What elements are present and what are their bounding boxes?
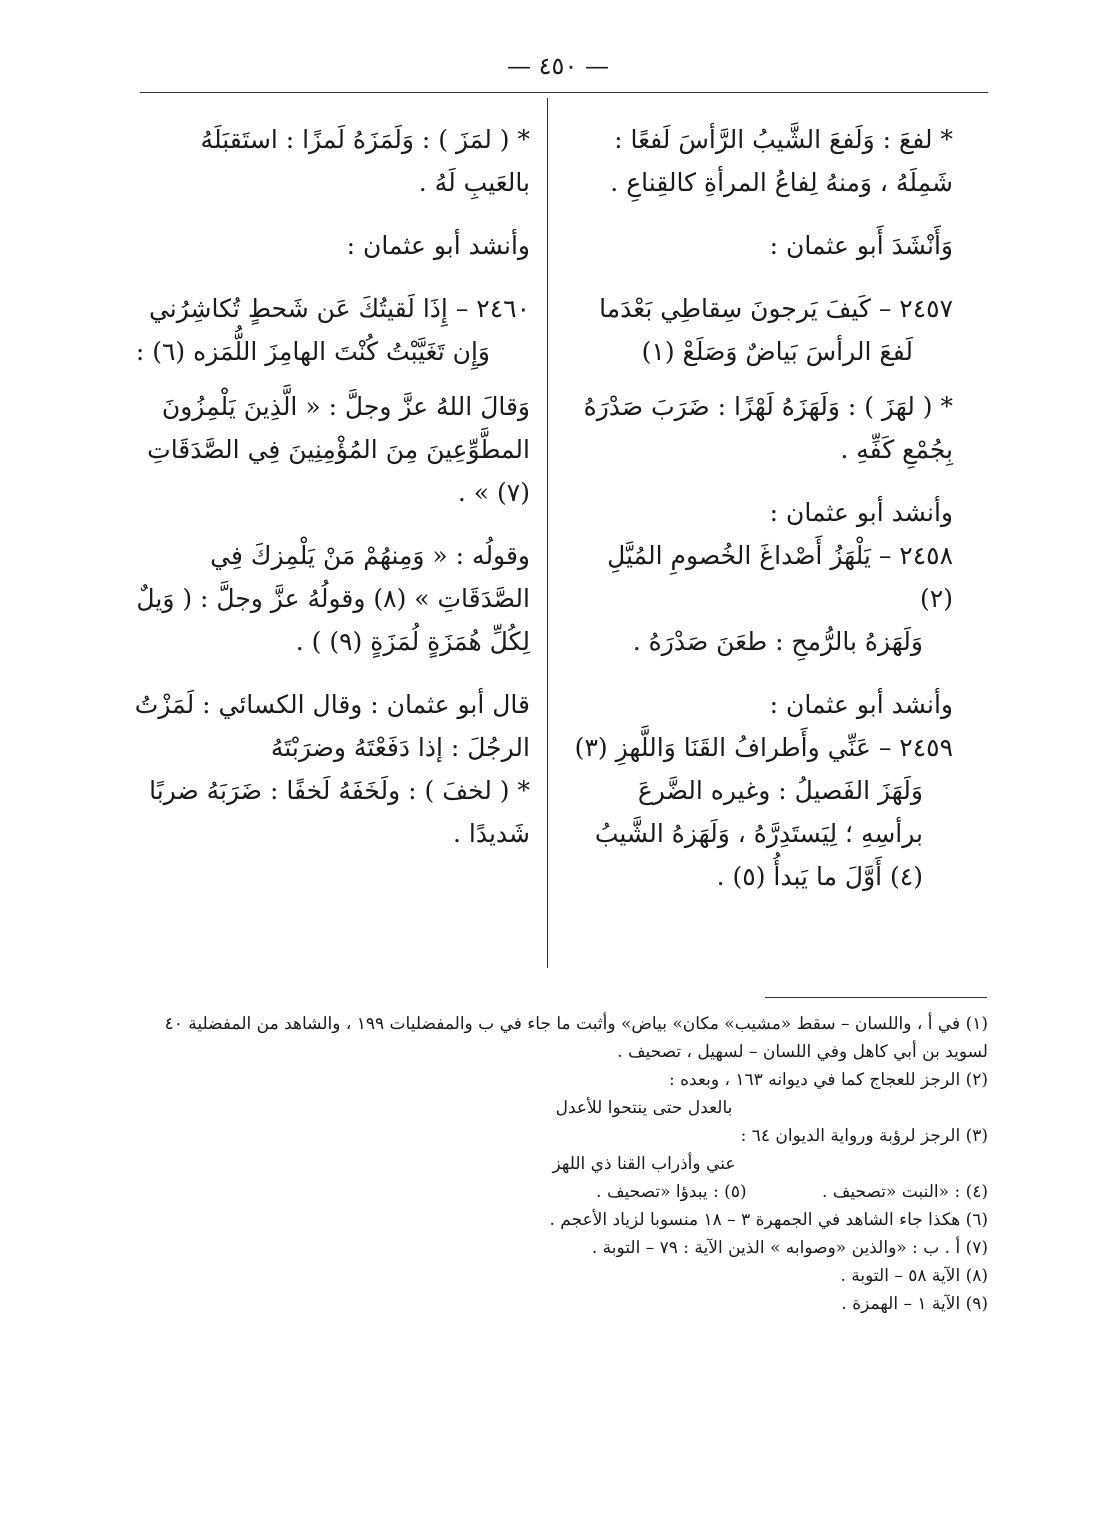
verse-line: لَفعَ الرأسَ بَياضٌ وَصَلَعْ (١) (641, 337, 913, 366)
quran-quote: وقولُه : « وَمِنهُمْ مَنْ يَلْمِزكَ فِي الصَّدَقَاتِ » (٨) وقولُهُ عزَّ وجلَّ : ( وَيلٌ لِكُلِّ هُمَزَةٍ لُمَزَةٍ (٩) ) . (136, 541, 530, 656)
footnote-verse: عني وأذراب القنا ذي اللهز (552, 1154, 736, 1174)
footnote: (٩) الآية ١ – الهمزة . (841, 1294, 988, 1314)
entry-text: وَلَهَزَ الفَصيلُ : وغيره الضَّرعَ برأسِهِ ؛ لِيَستَدِرَّهُ ، وَلَهَزهُ الشَّيبُ (٤) أَوَّلَ ما يَبدأُ (٥) . (594, 776, 923, 891)
left-column (130, 118, 530, 875)
footnote-pair (140, 1178, 988, 1206)
verse-2460 (130, 287, 530, 373)
footnote: (٧) أ . ب : «والذين «وصوابه » الذين الآية : ٧٩ – التوبة . (591, 1238, 988, 1258)
verse-line: وَإِن تَغَيَّبْتُ كُنْتَ الهامِزَ اللُّمَزه (٦) : (135, 337, 490, 366)
attribution: وأنشد أبو عثمان : (769, 690, 953, 719)
footnote: (٥) : يبدؤا «تصحيف . (596, 1182, 747, 1202)
footnote: (٣) الرجز لرؤبة ورواية الديوان ٦٤ : (740, 1126, 988, 1146)
attribution: وأنشد أبو عثمان : (769, 498, 953, 527)
entry-lakhafa: * ( لخفَ ) : ولَخَفَهُ لَخفًا : ضَرَبَهُ ضربًا شَديدًا . (149, 776, 530, 848)
footnotes (140, 1010, 988, 1318)
column-divider (547, 98, 548, 968)
footnote: (٤) : «النبت «تصحيف . (822, 1182, 988, 1202)
footnote: (٢) الرجز للعجاج كما في ديوانه ١٦٣ ، وبعده : (668, 1070, 988, 1090)
attribution: وَأَنْشَدَ أَبو عثمان : (769, 231, 953, 260)
attribution: وأنشد أبو عثمان : (346, 231, 530, 260)
entry-lafa: * لفعَ : وَلَفعَ الشَّيبُ الرَّأسَ لَفعًا : شَمِلَهُ ، وَمنهُ لِفاعُ المرأةِ كالقِناعِ . (610, 125, 953, 197)
verse-line: ٢٤٥٨ – يَلْهَزُ أَصْداغَ الخُصومِ المُيَّلِ (٢) (607, 541, 953, 613)
entry-lamaza: * ( لمَزَ ) : وَلَمَزَهُ لَمزًا : استَقبَلَهُ بالعَيبِ لَهُ . (200, 125, 530, 197)
entry-text: قال أبو عثمان : وقال الكسائي : لَمَزْتُ الرجُلَ : إذا دَفَعْتَهُ وضرَبْتَهُ (134, 690, 530, 762)
footnote: (٨) الآية ٥٨ – التوبة . (840, 1266, 988, 1286)
footnote-verse: بالعدل حتى ينتحوا للأعدل (555, 1098, 733, 1118)
footnote-rule (765, 997, 987, 998)
verse-2457 (568, 287, 953, 373)
footnote: (٦) هكذا جاء الشاهد في الجمهرة ٣ – ١٨ منسوبا لزياد الأعجم . (549, 1210, 988, 1230)
verse-2459 (568, 726, 953, 769)
entry-text: وَلَهَزهُ بالرُّمحِ : طعَنَ صَدْرَهُ . (632, 627, 923, 656)
footnote: (١) في أ ، واللسان – سقط «مشيب» مكان» بياض» وأثبت ما جاء في ب والمفضليات ١٩٩ ، والشاهد من المفضلية ٤٠ لسويد بن أبي كاهل وفي اللسان – لسهيل ، تصحيف . (164, 1014, 988, 1062)
header-rule (140, 92, 988, 93)
verse-line: ٢٤٥٩ – عَنِّي وأَطرافُ القَنَا وَاللَّهزِ (٣) (574, 733, 953, 762)
right-column (568, 118, 953, 918)
page-number: — ٤٥٠ — (507, 52, 609, 80)
verse-line: ٢٤٥٧ – كَيفَ يَرجونَ سِقاطِي بَعْدَما (599, 294, 953, 323)
verse-2458 (568, 534, 953, 620)
entry-lahaza: * ( لهَزَ ) : وَلَهَزَهُ لَهْزًا : ضَرَبَ صَدْرَهُ بِجُمْعِ كَفِّهِ . (583, 392, 953, 464)
verse-line: ٢٤٦٠ – إِذَا لَقيتُكَ عَن شَحطٍ تُكاشِرُني (148, 294, 530, 323)
quran-quote: وَقالَ اللهُ عزَّ وجلَّ : « الَّذِينَ يَلْمِزُونَ المطَّوِّعِينَ مِنَ المُؤْمِنِينَ فِي الصَّدَقَاتِ (٧) » . (147, 392, 530, 507)
